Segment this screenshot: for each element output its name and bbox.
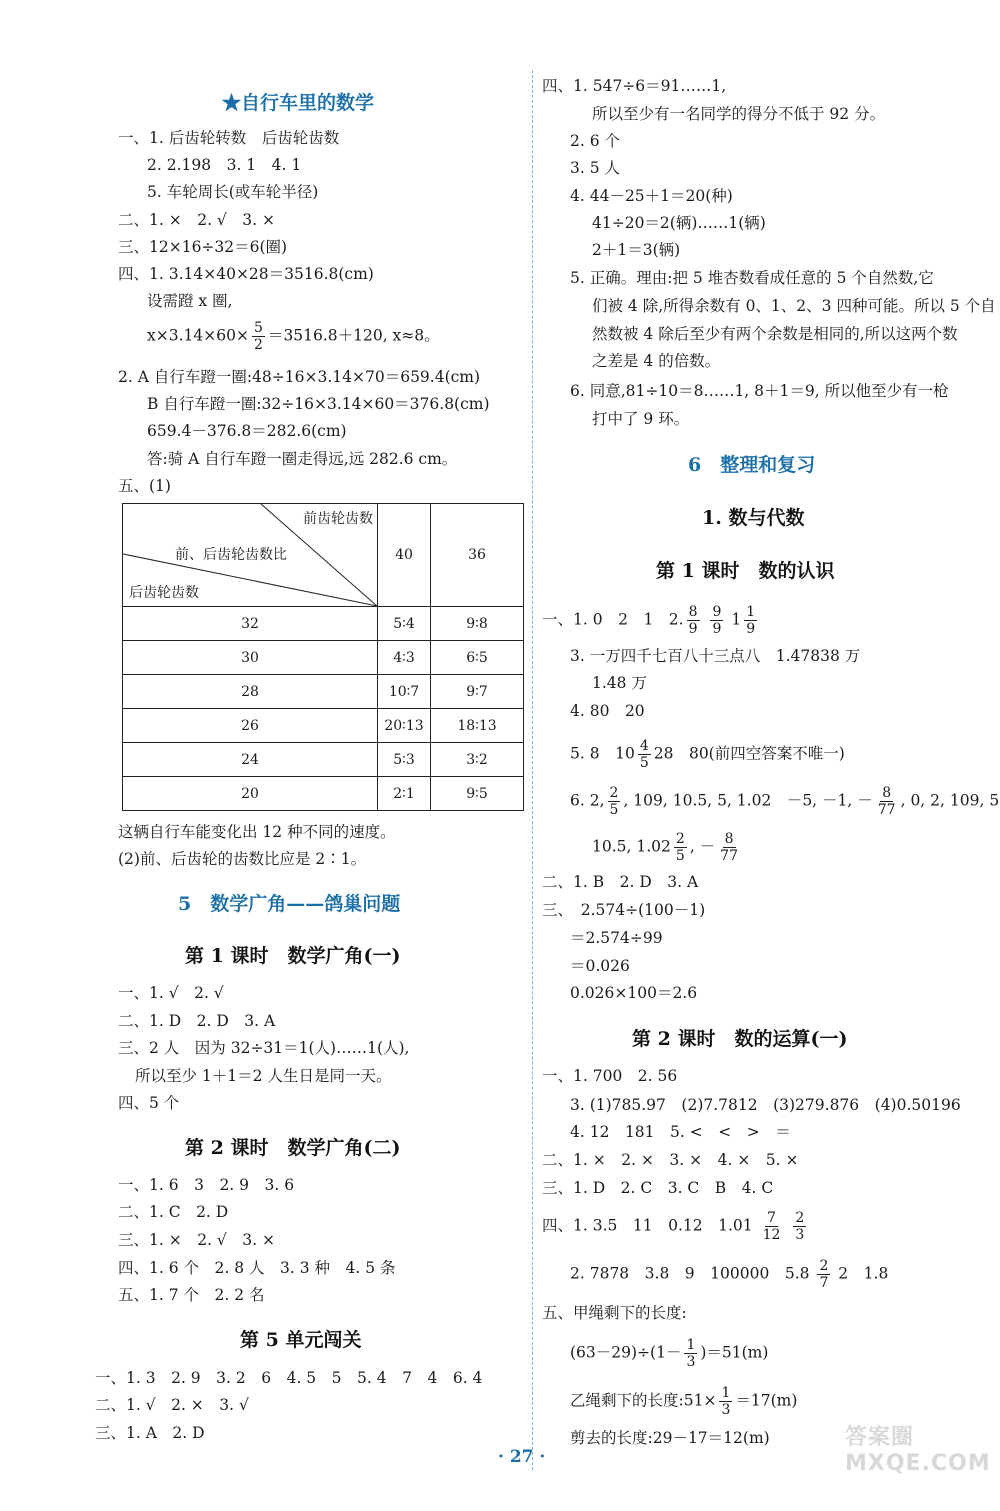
numerator: 8	[882, 785, 892, 801]
denominator: 9	[688, 621, 698, 637]
answer-line: ＝0.026	[570, 957, 630, 975]
text: ＝3516.8＋120, x≈8。	[267, 326, 440, 345]
denominator: 3	[795, 1227, 805, 1243]
answer-line: ＝2.574÷99	[570, 929, 663, 947]
subsection-title: 1. 数与代数	[702, 507, 805, 529]
answer-line: 设需蹬 x 圈,	[147, 292, 233, 310]
text: 10.5, 1.02	[592, 837, 671, 856]
fraction	[876, 785, 898, 818]
denominator: 9	[712, 621, 722, 637]
numerator: 9	[712, 604, 722, 620]
answer-line: 6. 同意,81÷10＝8……1, 8＋1＝9, 所以他至少有一枪	[570, 382, 949, 400]
page-number-value: 27	[509, 1447, 534, 1467]
denominator: 5	[675, 848, 685, 864]
answer-line: 所以至少 1＋1＝2 人生日是同一天。	[135, 1067, 392, 1085]
answer-line: 2. 2.198 3. 1 4. 1	[147, 156, 302, 174]
numerator: 1	[686, 1337, 696, 1353]
table-row	[123, 743, 524, 777]
answer-line: 二、1. √ 2. × 3. √	[95, 1396, 249, 1414]
numerator: 2	[819, 1258, 829, 1274]
denominator: 9	[746, 621, 756, 637]
numerator: 5	[253, 320, 263, 336]
answer-line: (2)前、后齿轮的齿数比应是 2∶1。	[118, 850, 367, 868]
lesson-title: 第 2 课时 数的运算(一)	[632, 1028, 848, 1050]
watermark	[845, 1420, 1000, 1476]
text: 5. 8 10	[570, 744, 635, 763]
numerator: 8	[688, 604, 698, 620]
answer-line: 5. 正确。理由:把 5 堆杏数看成任意的 5 个自然数,它	[570, 269, 934, 287]
denominator: 77	[877, 802, 896, 818]
answer-line: 三、12×16÷32＝6(圈)	[118, 238, 288, 256]
text: 一、1. 0 2 1 2.	[542, 610, 684, 629]
fraction	[817, 1258, 830, 1291]
numerator: 8	[724, 831, 734, 847]
rear-cell: 30	[123, 641, 378, 675]
column-divider	[532, 70, 533, 1470]
page-number	[498, 1447, 545, 1467]
denominator: 7	[819, 1275, 829, 1291]
answer-line: 5. 车轮周长(或车轮半径)	[147, 183, 319, 201]
header-ratio: 前、后齿轮齿数比	[175, 547, 287, 563]
fraction	[687, 604, 700, 637]
ratio-cell: 3∶2	[431, 743, 524, 777]
answer-line: 一、1. 6 3 2. 9 3. 6	[118, 1176, 295, 1194]
answer-line: 一、1. √ 2. √	[118, 984, 224, 1002]
numerator: 4	[639, 738, 649, 754]
answer-line: 3. (1)785.97 (2)7.7812 (3)279.876 (4)0.50196	[570, 1096, 961, 1114]
table-row	[123, 777, 524, 811]
answer-line: 3. 一万四千七百八十三点八 1.47838 万	[570, 647, 861, 665]
answer-line-fraction	[542, 604, 760, 637]
answer-line: 4. 44－25＋1＝20(种)	[570, 187, 733, 205]
answer-line-fraction	[147, 320, 440, 353]
answer-line: 三、2 人 因为 32÷31＝1(人)……1(人),	[118, 1039, 410, 1057]
answer-line-fraction	[592, 831, 743, 864]
answer-line: 五、甲绳剩下的长度:	[542, 1304, 687, 1322]
lesson-title: 第 1 课时 数的认识	[656, 560, 835, 582]
dot: ·	[533, 1447, 546, 1467]
text: , 109, 10.5, 5, 1.02 －5, －1, －	[623, 791, 873, 810]
answer-line: 2＋1＝3(辆)	[592, 241, 681, 259]
text: 2. 7878 3.8 9 100000 5.8	[570, 1264, 810, 1283]
answer-line: 五、1. 7 个 2. 2 名	[118, 1286, 265, 1304]
section-title-unit-6: 6 整理和复习	[688, 454, 816, 476]
answer-line: 一、1. 700 2. 56	[542, 1067, 678, 1085]
gear-ratio-table	[122, 503, 524, 811]
fraction	[719, 1385, 732, 1418]
unit-test-title: 第 5 单元闯关	[240, 1329, 362, 1351]
answer-line: 4. 80 20	[570, 702, 645, 720]
denominator: 2	[253, 337, 263, 353]
watermark-text: 答案圈 MXQE.COM	[845, 1425, 991, 1476]
rear-cell: 26	[123, 709, 378, 743]
answer-line: 三、1. × 2. √ 3. ×	[118, 1231, 275, 1249]
rear-cell: 28	[123, 675, 378, 709]
ratio-cell: 20∶13	[378, 709, 431, 743]
answer-line: 们被 4 除,所得余数有 0、1、2、3 四种可能。所以 5 个自	[592, 297, 996, 315]
answer-line: 二、1. D 2. D 3. A	[118, 1012, 276, 1030]
ratio-cell: 5∶3	[378, 743, 431, 777]
denominator: 3	[686, 1354, 696, 1370]
fraction	[252, 320, 265, 353]
fraction	[674, 831, 687, 864]
section-title-unit-5: 5 数学广角——鸽巢问题	[178, 893, 401, 915]
lesson-title: 第 2 课时 数学广角(二)	[185, 1137, 401, 1159]
answer-line: 所以至少有一名同学的得分不低于 92 分。	[592, 105, 886, 123]
text: 2 1.8	[838, 1264, 889, 1283]
answer-line: 二、1. C 2. D	[118, 1203, 229, 1221]
answer-line: 四、1. 6 个 2. 8 人 3. 3 种 4. 5 条	[118, 1259, 396, 1277]
ratio-cell: 5∶4	[378, 607, 431, 641]
ratio-cell: 4∶3	[378, 641, 431, 675]
answer-line: 五、(1)	[118, 477, 171, 495]
answer-line: 剪去的长度:29－17＝12(m)	[570, 1429, 770, 1447]
answer-line: 之差是 4 的倍数。	[592, 352, 721, 370]
fraction	[710, 604, 723, 637]
answer-line: 一、1. 后齿轮转数 后齿轮齿数	[118, 129, 340, 147]
numerator: 1	[721, 1385, 731, 1401]
answer-line: 然数被 4 除后至少有两个余数是相同的,所以这两个数	[592, 325, 958, 343]
answer-line: 四、1. 547÷6＝91……1,	[542, 77, 727, 95]
text: 6. 2,	[570, 791, 605, 810]
ratio-cell: 9∶5	[431, 777, 524, 811]
answer-line: 四、5 个	[118, 1094, 180, 1112]
answer-line: 659.4－376.8＝282.6(cm)	[147, 422, 347, 440]
dot: ·	[498, 1447, 510, 1467]
rear-cell: 32	[123, 607, 378, 641]
answer-line: 二、1. × 2. × 3. × 4. × 5. ×	[542, 1151, 799, 1169]
header-front-gear: 前齿轮齿数	[303, 511, 373, 527]
rear-cell: 20	[123, 777, 378, 811]
answer-line-fraction	[570, 1258, 888, 1291]
answer-line: 二、1. × 2. √ 3. ×	[118, 211, 275, 229]
numerator: 7	[767, 1210, 776, 1226]
text: 乙绳剩下的长度:51×	[570, 1391, 717, 1410]
text: x×3.14×60×	[147, 326, 249, 345]
section-title-bicycle-math: ★自行车里的数学	[222, 92, 375, 114]
column-header-36: 36	[431, 504, 524, 607]
answer-line-fraction	[570, 738, 845, 771]
answer-line-fraction	[542, 1210, 809, 1243]
ratio-cell: 9∶8	[431, 607, 524, 641]
column-header-40: 40	[378, 504, 431, 607]
text: 28 80(前四空答案不唯一)	[653, 744, 845, 763]
fraction	[793, 1210, 806, 1243]
numerator: 2	[609, 785, 619, 801]
answer-line-fraction	[570, 1385, 797, 1418]
answer-line: 41÷20＝2(辆)……1(辆)	[592, 214, 766, 232]
table-row	[123, 675, 524, 709]
fraction	[761, 1210, 783, 1243]
diagonal-header-cell	[123, 504, 378, 607]
denominator: 12	[762, 1227, 781, 1243]
fraction	[744, 604, 757, 637]
fraction	[608, 785, 621, 818]
ratio-cell: 6∶5	[431, 641, 524, 675]
numerator: 2	[675, 831, 685, 847]
ratio-cell: 18∶13	[431, 709, 524, 743]
answer-line: 四、1. 3.14×40×28＝3516.8(cm)	[118, 265, 374, 283]
answer-line: 打中了 9 环。	[592, 410, 690, 428]
fraction	[684, 1337, 697, 1370]
text: 1	[731, 610, 742, 629]
table-row	[123, 607, 524, 641]
header-rear-gear: 后齿轮齿数	[129, 585, 199, 601]
answer-line: 0.026×100＝2.6	[570, 984, 698, 1002]
table-row	[123, 641, 524, 675]
answer-line: 2. 6 个	[570, 132, 621, 150]
answer-line: 1.48 万	[592, 674, 647, 692]
text: , －	[689, 837, 716, 856]
denominator: 5	[609, 802, 619, 818]
answer-line-fraction	[570, 785, 999, 818]
answer-line: 3. 5 人	[570, 159, 621, 177]
answer-line: 三、1. D 2. C 3. C B 4. C	[542, 1179, 774, 1197]
answer-line: 一、1. 3 2. 9 3. 2 6 4. 5 5 5. 4 7 4 6. 4	[95, 1369, 483, 1387]
numerator: 1	[746, 604, 756, 620]
answer-line: 2. A 自行车蹬一圈:48÷16×3.14×70＝659.4(cm)	[118, 368, 481, 386]
answer-line: 二、1. B 2. D 3. A	[542, 873, 699, 891]
ratio-cell: 10∶7	[378, 675, 431, 709]
ratio-cell: 9∶7	[431, 675, 524, 709]
text: (63－29)÷(1－	[570, 1343, 682, 1362]
numerator: 2	[795, 1210, 805, 1226]
denominator: 77	[720, 848, 738, 864]
rear-cell: 24	[123, 743, 378, 777]
answer-line: 答:骑 A 自行车蹬一圈走得远,远 282.6 cm。	[147, 450, 458, 468]
text: ＝17(m)	[735, 1391, 798, 1410]
answer-line-fraction	[570, 1337, 768, 1370]
fraction	[638, 738, 651, 771]
answer-line: 这辆自行车能变化出 12 种不同的速度。	[118, 823, 396, 841]
denominator: 3	[721, 1402, 731, 1418]
ratio-cell: 2∶1	[378, 777, 431, 811]
answer-line: 4. 12 181 5. < < > ＝	[570, 1123, 791, 1141]
denominator: 5	[639, 755, 649, 771]
lesson-title: 第 1 课时 数学广角(一)	[185, 945, 401, 967]
answer-line: 三、1. A 2. D	[95, 1424, 205, 1442]
answer-line: B 自行车蹬一圈:32÷16×3.14×60＝376.8(cm)	[147, 395, 490, 413]
text: 四、1. 3.5 11 0.12 1.01	[542, 1216, 753, 1235]
text: )＝51(m)	[700, 1343, 769, 1362]
table-row	[123, 709, 524, 743]
fraction	[718, 831, 740, 864]
answer-line: 三、 2.574÷(100－1)	[542, 901, 706, 919]
text: , 0, 2, 109, 5	[900, 791, 1000, 810]
